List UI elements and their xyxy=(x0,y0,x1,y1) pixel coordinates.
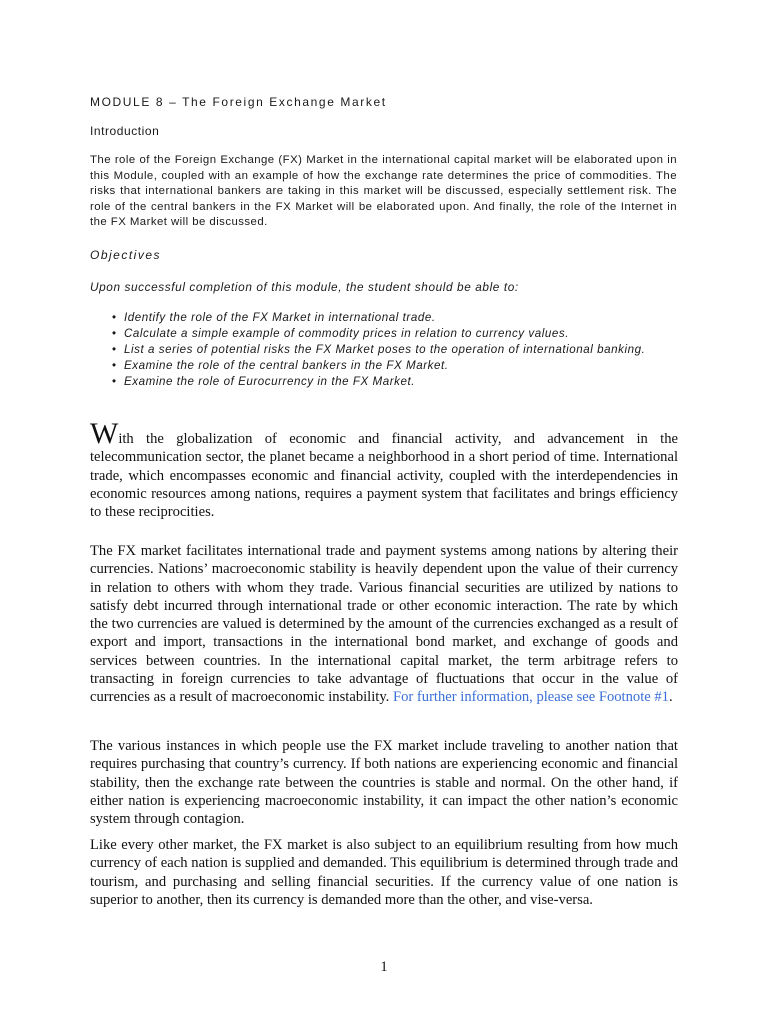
body-paragraph-3: The various instances in which people use the FX market include traveling to another nation that requires purchasing that country’s currency. If both nations are experiencing economic and financial stability, then the exchange rate between the countries is stable and normal. On the other hand, if either nation is experiencing macroeconomic instability, it can impact the other nation’s economic system through contagion. xyxy=(90,738,678,828)
objectives-heading: Objectives xyxy=(90,248,162,262)
drop-cap: W xyxy=(90,417,119,450)
module-title: MODULE 8 – The Foreign Exchange Market xyxy=(90,95,387,109)
introduction-heading: Introduction xyxy=(90,124,160,138)
objective-item: • List a series of potential risks the FX Market poses to the operation of international banking. xyxy=(112,342,646,356)
objectives-list xyxy=(112,310,678,390)
bullet-icon: • xyxy=(112,342,117,356)
objective-item: • Identify the role of the FX Market in international trade. xyxy=(112,311,436,324)
objectives-lead: Upon successful completion of this module, the student should be able to: xyxy=(90,280,519,294)
bullet-icon: • xyxy=(112,374,117,388)
body-paragraph-2: The FX market facilitates international trade and payment systems among nations by altering their currencies. Nations’ macroeconomic stability is heavily dependent upon the value of their currency in relation to others with whom they trade. Various financial securities are utilized by nations to satisfy debt incurred through international trade or other economic interaction. The rate by which the two currencies are valued is determined by the amount of the currencies exchanged as a result of export and import, transactions in the international bond market, and exchange of goods and services between countries. In the international capital market, the term arbitrage refers to transacting in foreign currencies to take advantage of fluctuations that occur in the value of currencies as a result of macroeconomic instability. For further information, please see Footnote #1. xyxy=(90,543,678,706)
body-paragraph-1: With the globalization of economic and financial activity, and advancement in the telecommunication sector, the planet became a neighborhood in a short period of time. International trade, which encompasses economic and financial activity, coupled with the interdependencies in economic resources among nations, requires a payment system that facilitates and brings efficiency to these reciprocities. xyxy=(90,417,678,521)
objective-item: • Calculate a simple example of commodity prices in relation to currency values. xyxy=(112,326,569,340)
objective-item: • Examine the role of Eurocurrency in the FX Market. xyxy=(112,374,416,388)
bullet-icon: • xyxy=(112,326,117,340)
body-paragraph-4: Like every other market, the FX market is also subject to an equilibrium resulting from how much currency of each nation is supplied and demanded. This equilibrium is determined through trade and tourism, and purchasing and selling financial securities. If the currency value of one nation is superior to another, then its currency is demanded more than the other, and vise-versa. xyxy=(90,837,678,908)
bullet-icon: • xyxy=(112,358,117,372)
objective-item: • Examine the role of the central bankers in the FX Market. xyxy=(112,358,449,372)
introduction-text: The role of the Foreign Exchange (FX) Market in the international capital market will be elaborated upon in this Module, coupled with an example of how the exchange rate determines the price of commodities. The risks that international bankers are taking in this market will be discussed, especially settlement risk. The role of the central bankers in the FX Market will be elaborated upon. And finally, the role of the Internet in the FX Market will be discussed. xyxy=(90,154,677,229)
footnote-link[interactable]: For further information, please see Footnote #1 xyxy=(392,689,669,706)
bullet-icon: • xyxy=(112,311,117,324)
page-number: 1 xyxy=(380,959,388,975)
